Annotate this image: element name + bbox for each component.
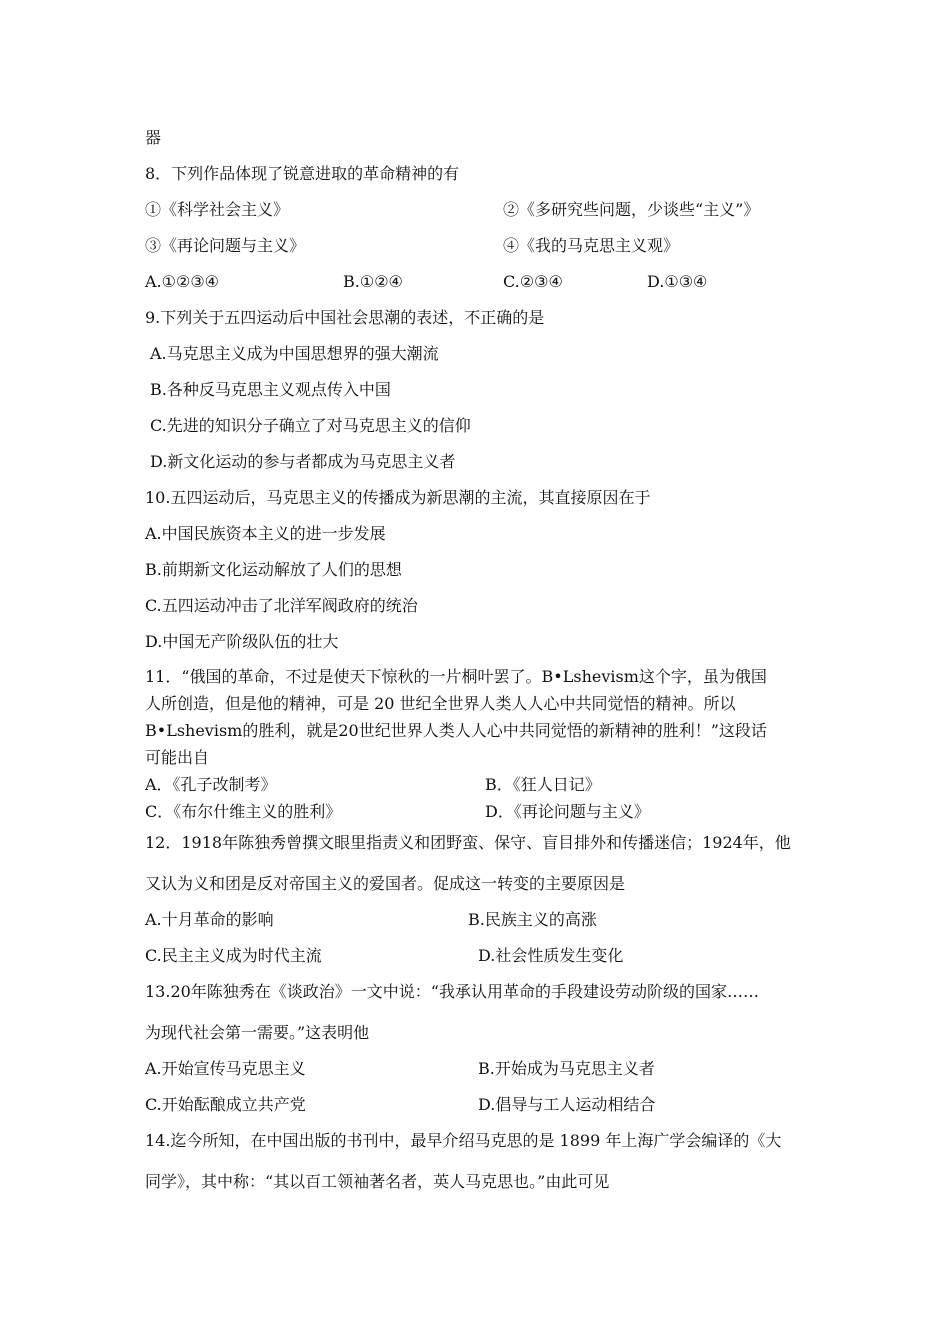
option-d: D．《再论问题与主义》 bbox=[485, 802, 650, 821]
question-stem-line: 为现代社会第一需要。”这表明他 bbox=[145, 1023, 370, 1042]
option-d: D.倡导与工人运动相结合 bbox=[478, 1095, 656, 1114]
question-stem-line: 11．“俄国的革命，不过是使天下惊秋的一片桐叶罢了。B•Lshevism这个字，虽为俄国 bbox=[145, 667, 767, 686]
fragment-text: 器 bbox=[145, 128, 162, 147]
option-a: A.开始宣传马克思主义 bbox=[145, 1059, 306, 1078]
work-item: ①《科学社会主义》 bbox=[145, 200, 290, 219]
option-d: D.中国无产阶级队伍的壮大 bbox=[145, 632, 339, 651]
option-a: A.十月革命的影响 bbox=[145, 910, 274, 929]
option-a: A．《孔子改制考》 bbox=[145, 775, 277, 794]
option-d: D.新文化运动的参与者都成为马克思主义者 bbox=[150, 452, 456, 471]
question-stem: 9.下列关于五四运动后中国社会思潮的表述，不正确的是 bbox=[145, 308, 545, 327]
option-b: B.开始成为马克思主义者 bbox=[478, 1059, 655, 1078]
option-c: C.先进的知识分子确立了对马克思主义的信仰 bbox=[150, 416, 471, 435]
option-d: D.社会性质发生变化 bbox=[478, 946, 624, 965]
option-b: B.民族主义的高涨 bbox=[468, 910, 597, 929]
question-stem-line: 又认为义和团是反对帝国主义的爱国者。促成这一转变的主要原因是 bbox=[145, 874, 626, 893]
option-c: C.②③④ bbox=[503, 272, 563, 291]
question-stem-line: 13.20年陈独秀在《谈政治》一文中说：“我承认用革命的手段建设劳动阶级的国家…… bbox=[145, 982, 759, 1001]
question-stem-line: 可能出自 bbox=[145, 748, 210, 767]
question-stem: 10.五四运动后，马克思主义的传播成为新思潮的主流，其直接原因在于 bbox=[145, 488, 651, 507]
option-b: B.①②④ bbox=[343, 272, 403, 291]
option-b: B．《狂人日记》 bbox=[485, 775, 601, 794]
question-stem: 8．下列作品体现了锐意进取的革命精神的有 bbox=[145, 164, 460, 183]
option-b: B.前期新文化运动解放了人们的思想 bbox=[145, 560, 402, 579]
question-stem-line: 同学》，其中称：“其以百工领袖著名者，英人马克思也。”由此可见 bbox=[145, 1172, 610, 1191]
option-c: C.开始酝酿成立共产党 bbox=[145, 1095, 306, 1114]
option-a: A.中国民族资本主义的进一步发展 bbox=[145, 524, 386, 543]
work-item: ②《多研究些问题，少谈些“主义”》 bbox=[503, 200, 760, 219]
question-stem-line: 人所创造，但是他的精神，可是 20 世纪全世界人类人人心中共同觉悟的精神。所以 bbox=[145, 694, 736, 713]
question-stem-line: 14.迄今所知，在中国出版的书刊中，最早介绍马克思的是 1899 年上海广学会编译的《大 bbox=[145, 1131, 782, 1150]
work-item: ③《再论问题与主义》 bbox=[145, 236, 306, 255]
option-b: B.各种反马克思主义观点传入中国 bbox=[150, 380, 391, 399]
work-item: ④《我的马克思主义观》 bbox=[503, 236, 680, 255]
option-a: A.①②③④ bbox=[145, 272, 220, 291]
option-c: C.五四运动冲击了北洋军阀政府的统治 bbox=[145, 596, 418, 615]
option-a: A.马克思主义成为中国思想界的强大潮流 bbox=[150, 344, 439, 363]
option-d: D.①③④ bbox=[647, 272, 708, 291]
question-stem-line: 12．1918年陈独秀曾撰文眼里指责义和团野蛮、保守、盲目排外和传播迷信；1924年，他 bbox=[145, 833, 791, 852]
question-stem-line: B•Lshevism的胜利，就是20世纪世界人类人人心中共同觉悟的新精神的胜利！”这段话 bbox=[145, 721, 767, 740]
option-c: C．《布尔什维主义的胜利》 bbox=[145, 802, 342, 821]
option-c: C.民主主义成为时代主流 bbox=[145, 946, 322, 965]
